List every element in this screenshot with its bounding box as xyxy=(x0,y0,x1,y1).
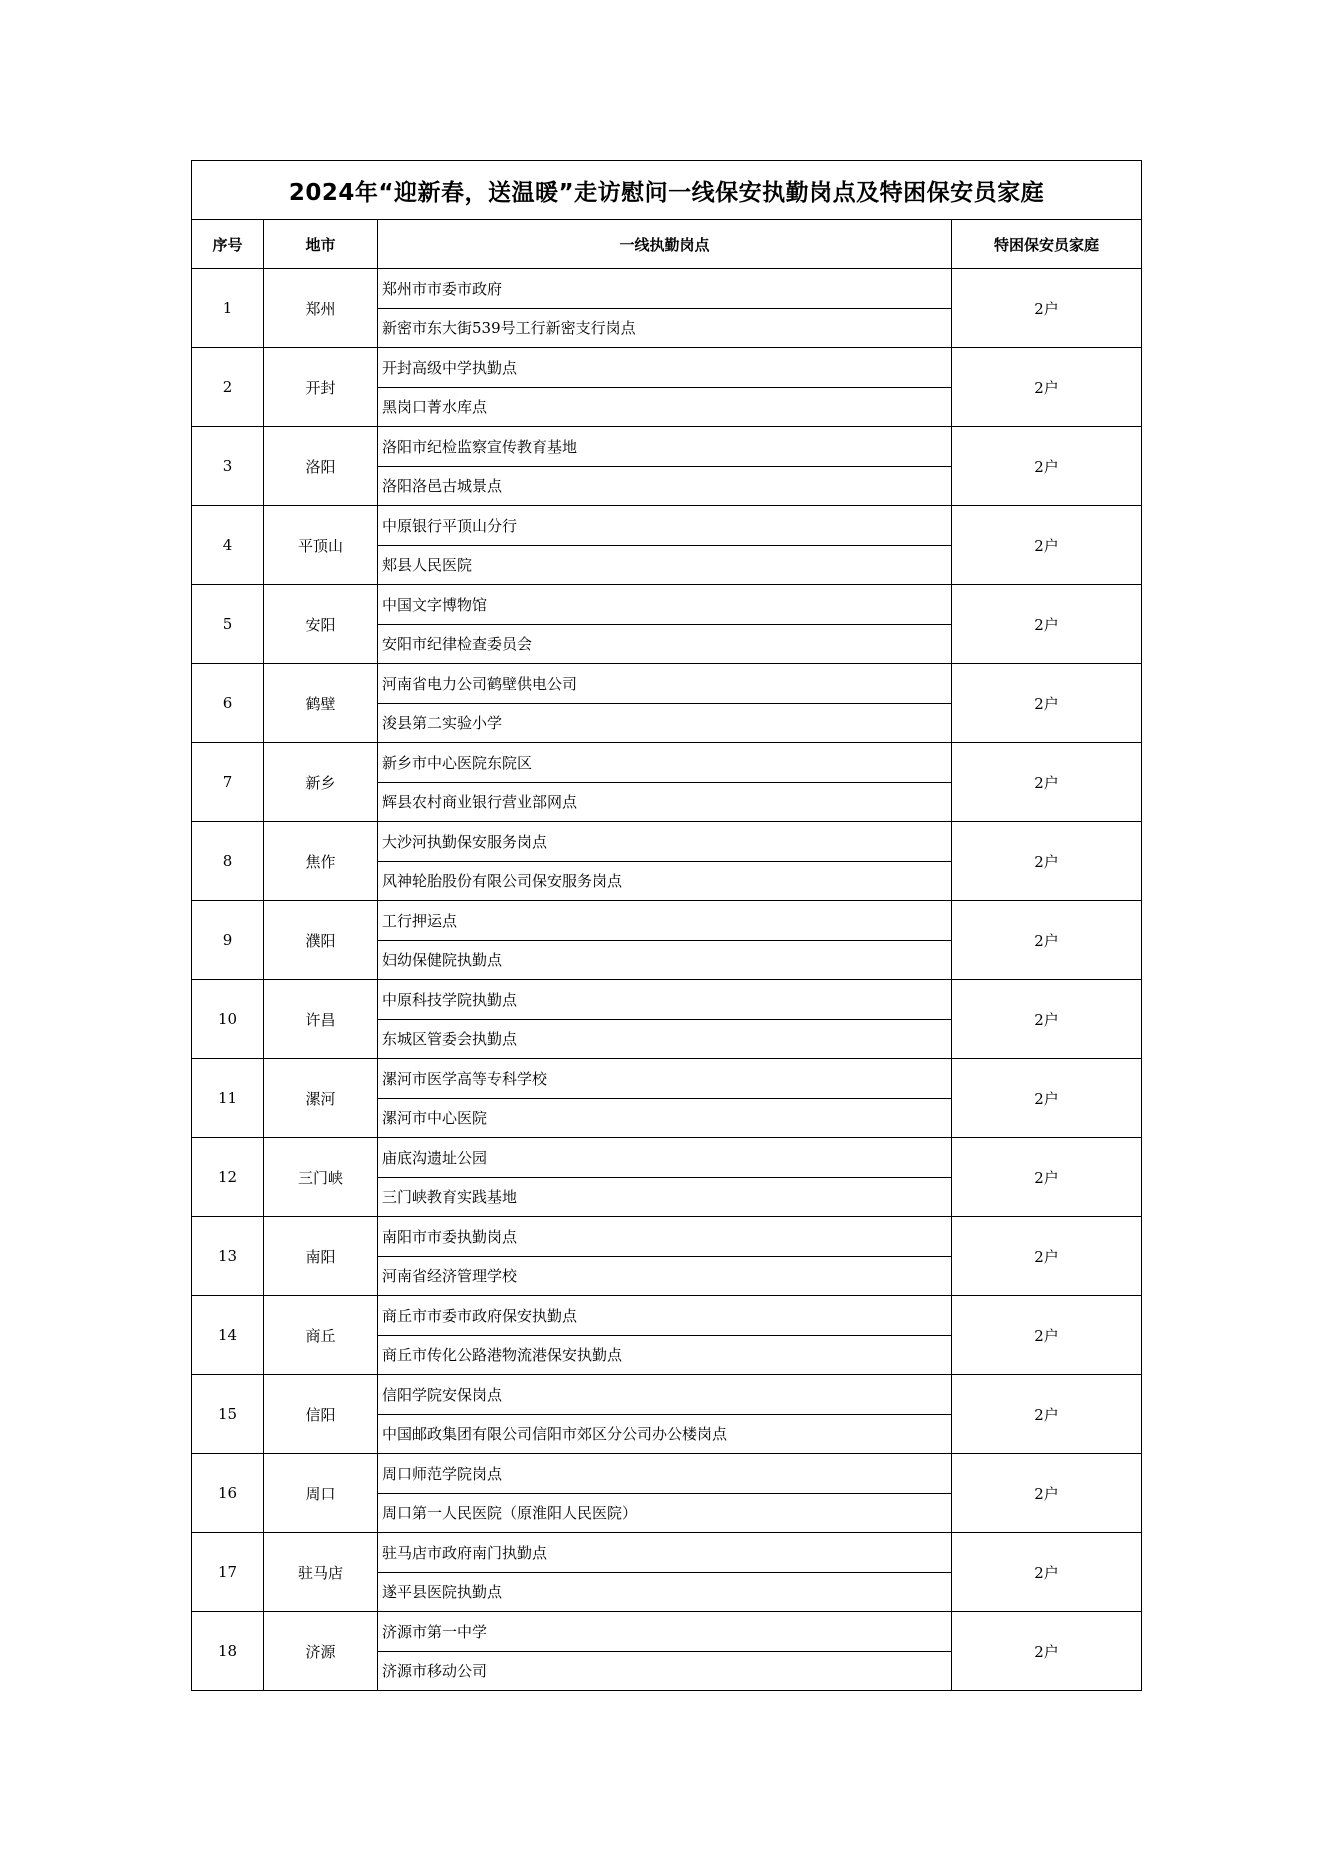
table-row xyxy=(192,1375,1142,1415)
row-site: 东城区管委会执勤点 xyxy=(378,1019,952,1059)
row-city: 安阳 xyxy=(264,585,378,664)
row-index: 6 xyxy=(192,664,264,743)
row-family: 2户 xyxy=(952,269,1142,348)
row-site: 庙底沟遗址公园 xyxy=(378,1138,952,1178)
row-index: 4 xyxy=(192,506,264,585)
row-site: 漯河市中心医院 xyxy=(378,1098,952,1138)
row-site: 驻马店市政府南门执勤点 xyxy=(378,1533,952,1573)
row-family: 2户 xyxy=(952,585,1142,664)
row-index: 11 xyxy=(192,1059,264,1138)
row-site: 遂平县医院执勤点 xyxy=(378,1572,952,1612)
row-index: 7 xyxy=(192,743,264,822)
relief-visit-table xyxy=(191,160,1142,1691)
row-index: 17 xyxy=(192,1533,264,1612)
row-family: 2户 xyxy=(952,664,1142,743)
row-index: 12 xyxy=(192,1138,264,1217)
row-city: 驻马店 xyxy=(264,1533,378,1612)
row-site: 济源市第一中学 xyxy=(378,1612,952,1652)
row-site: 洛阳洛邑古城景点 xyxy=(378,466,952,506)
row-site: 中国邮政集团有限公司信阳市郊区分公司办公楼岗点 xyxy=(378,1414,952,1454)
row-family: 2户 xyxy=(952,1217,1142,1296)
row-site: 中国文字博物馆 xyxy=(378,585,952,625)
row-family: 2户 xyxy=(952,1059,1142,1138)
row-family: 2户 xyxy=(952,901,1142,980)
row-site: 辉县农村商业银行营业部网点 xyxy=(378,782,952,822)
row-site: 郏县人民医院 xyxy=(378,545,952,585)
table-row xyxy=(192,980,1142,1020)
row-site: 开封高级中学执勤点 xyxy=(378,348,952,388)
table-row xyxy=(192,1454,1142,1494)
row-city: 信阳 xyxy=(264,1375,378,1454)
row-family: 2户 xyxy=(952,1138,1142,1217)
table-row xyxy=(192,1296,1142,1336)
header-site: 一线执勤岗点 xyxy=(378,220,952,269)
row-site: 工行押运点 xyxy=(378,901,952,941)
table-row xyxy=(192,822,1142,862)
row-city: 开封 xyxy=(264,348,378,427)
row-city: 济源 xyxy=(264,1612,378,1691)
row-city: 漯河 xyxy=(264,1059,378,1138)
table-row xyxy=(192,743,1142,783)
row-site: 南阳市市委执勤岗点 xyxy=(378,1217,952,1257)
row-site: 中原银行平顶山分行 xyxy=(378,506,952,546)
table-row xyxy=(192,1217,1142,1257)
row-family: 2户 xyxy=(952,1533,1142,1612)
row-index: 10 xyxy=(192,980,264,1059)
row-site: 周口第一人民医院（原淮阳人民医院） xyxy=(378,1493,952,1533)
header-row xyxy=(192,220,1142,269)
row-site: 妇幼保健院执勤点 xyxy=(378,940,952,980)
row-index: 8 xyxy=(192,822,264,901)
table-row xyxy=(192,1612,1142,1652)
row-family: 2户 xyxy=(952,427,1142,506)
header-index: 序号 xyxy=(192,220,264,269)
row-city: 南阳 xyxy=(264,1217,378,1296)
row-family: 2户 xyxy=(952,980,1142,1059)
row-site: 漯河市医学高等专科学校 xyxy=(378,1059,952,1099)
row-site: 信阳学院安保岗点 xyxy=(378,1375,952,1415)
row-city: 郑州 xyxy=(264,269,378,348)
table-row xyxy=(192,506,1142,546)
row-city: 焦作 xyxy=(264,822,378,901)
row-city: 周口 xyxy=(264,1454,378,1533)
row-index: 2 xyxy=(192,348,264,427)
row-family: 2户 xyxy=(952,1454,1142,1533)
row-site: 济源市移动公司 xyxy=(378,1651,952,1691)
table-row xyxy=(192,1138,1142,1178)
row-index: 3 xyxy=(192,427,264,506)
table-body xyxy=(192,269,1142,1691)
row-family: 2户 xyxy=(952,743,1142,822)
row-city: 商丘 xyxy=(264,1296,378,1375)
row-city: 鹤壁 xyxy=(264,664,378,743)
row-index: 15 xyxy=(192,1375,264,1454)
row-site: 郑州市市委市政府 xyxy=(378,269,952,309)
table-row xyxy=(192,1533,1142,1573)
table-row xyxy=(192,427,1142,467)
row-site: 中原科技学院执勤点 xyxy=(378,980,952,1020)
row-site: 商丘市传化公路港物流港保安执勤点 xyxy=(378,1335,952,1375)
row-site: 商丘市市委市政府保安执勤点 xyxy=(378,1296,952,1336)
row-index: 14 xyxy=(192,1296,264,1375)
row-city: 濮阳 xyxy=(264,901,378,980)
header-city: 地市 xyxy=(264,220,378,269)
row-city: 洛阳 xyxy=(264,427,378,506)
row-site: 三门峡教育实践基地 xyxy=(378,1177,952,1217)
row-index: 13 xyxy=(192,1217,264,1296)
row-index: 18 xyxy=(192,1612,264,1691)
row-site: 黑岗口菁水库点 xyxy=(378,387,952,427)
row-site: 大沙河执勤保安服务岗点 xyxy=(378,822,952,862)
row-family: 2户 xyxy=(952,1375,1142,1454)
table-row xyxy=(192,901,1142,941)
row-family: 2户 xyxy=(952,822,1142,901)
row-site: 安阳市纪律检查委员会 xyxy=(378,624,952,664)
row-site: 新密市东大街539号工行新密支行岗点 xyxy=(378,308,952,348)
row-site: 洛阳市纪检监察宣传教育基地 xyxy=(378,427,952,467)
row-city: 平顶山 xyxy=(264,506,378,585)
table-row xyxy=(192,348,1142,388)
row-index: 1 xyxy=(192,269,264,348)
row-family: 2户 xyxy=(952,506,1142,585)
table-row xyxy=(192,269,1142,309)
row-index: 16 xyxy=(192,1454,264,1533)
row-site: 河南省经济管理学校 xyxy=(378,1256,952,1296)
row-index: 5 xyxy=(192,585,264,664)
table-row xyxy=(192,1059,1142,1099)
row-site: 浚县第二实验小学 xyxy=(378,703,952,743)
title-row xyxy=(192,161,1142,220)
row-index: 9 xyxy=(192,901,264,980)
header-family: 特困保安员家庭 xyxy=(952,220,1142,269)
row-city: 新乡 xyxy=(264,743,378,822)
table-row xyxy=(192,664,1142,704)
row-city: 三门峡 xyxy=(264,1138,378,1217)
row-site: 新乡市中心医院东院区 xyxy=(378,743,952,783)
table-row xyxy=(192,585,1142,625)
row-site: 河南省电力公司鹤壁供电公司 xyxy=(378,664,952,704)
table-title: 2024年“迎新春，送温暖”走访慰问一线保安执勤岗点及特困保安员家庭 xyxy=(192,161,1142,220)
row-site: 周口师范学院岗点 xyxy=(378,1454,952,1494)
row-site: 风神轮胎股份有限公司保安服务岗点 xyxy=(378,861,952,901)
row-city: 许昌 xyxy=(264,980,378,1059)
row-family: 2户 xyxy=(952,1296,1142,1375)
row-family: 2户 xyxy=(952,1612,1142,1691)
row-family: 2户 xyxy=(952,348,1142,427)
